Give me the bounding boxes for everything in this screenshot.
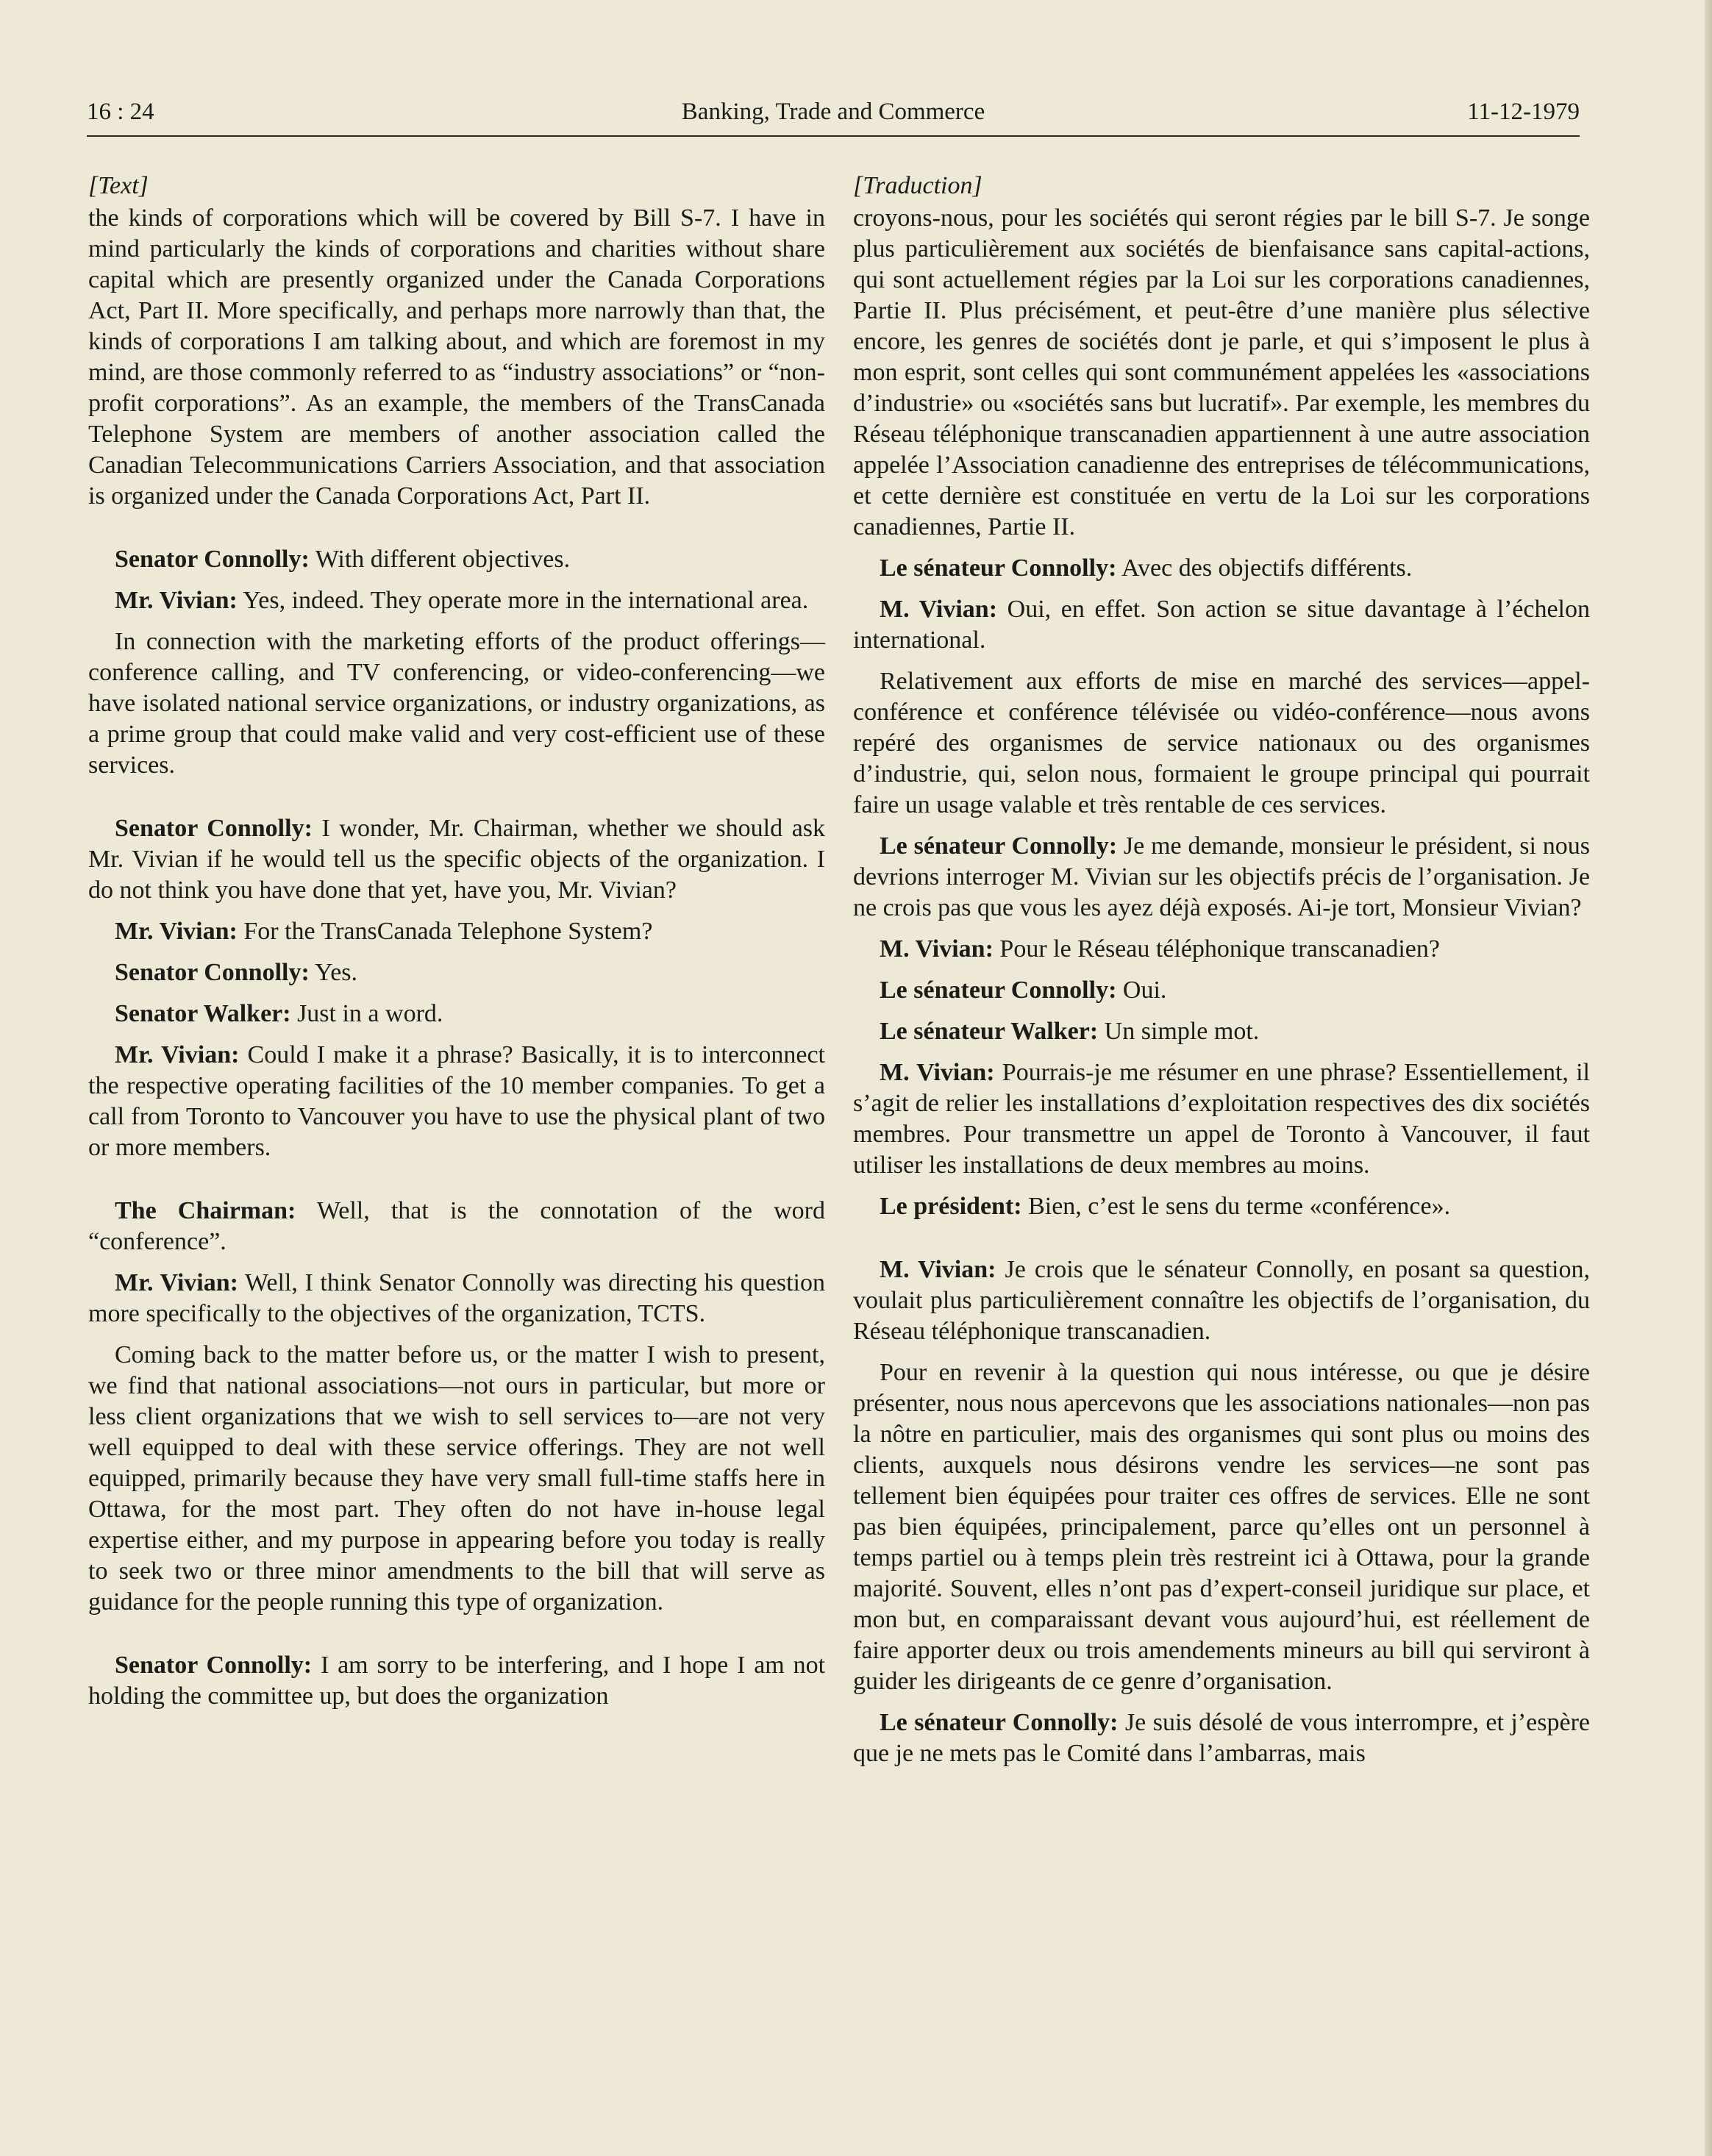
speaker-name: Le sénateur Connolly: <box>880 832 1118 860</box>
speech <box>853 553 1590 584</box>
speaker-name: M. Vivian: <box>880 935 994 963</box>
speech-text: Pour le Réseau téléphonique transcanadien? <box>999 935 1440 963</box>
speech <box>853 831 1590 924</box>
speech <box>88 957 825 988</box>
speech-text: Oui, en effet. Son action se situe davantage à l’échelon international. <box>853 596 1590 654</box>
speech-text: I am sorry to be interfering, and I hope I am not holding the committee up, but does the organization <box>88 1652 826 1710</box>
paragraph: Coming back to the matter before us, or the matter I wish to present, we find that national associations—not ours in particular, but more or less client organizations that we wish to sell services to—are not very well equipped to deal with these service offerings. They are not well equipped, primarily because they have very small full-time staffs here in Ottawa, for the most part. They often do not have in-house legal expertise either, and my purpose in appearing before you today is really to seek two or three minor amendments to the bill that will serve as guidance for the people running this type of organization. <box>88 1341 825 1616</box>
speech-text: Pourrais-je me résumer en une phrase? Essentiellement, il s’agit de relier les installations d’exploitation respectives des dix sociétés membres. Pour transmettre un appel de Toronto à Vancouver, il faut utiliser les installations de deux membres au moins. <box>853 1059 1590 1179</box>
speech-text: Je suis désolé de vous interrompre, et j’espère que je ne mets pas le Comité dans l’ambarras, mais <box>853 1709 1590 1767</box>
speaker-name: M. Vivian: <box>880 1256 996 1283</box>
speaker-name: M. Vivian: <box>880 1059 995 1086</box>
speaker-name: Le sénateur Connolly: <box>880 1709 1119 1736</box>
speaker-name: Senator Connolly: <box>115 959 310 986</box>
speech <box>88 1650 825 1712</box>
page-header <box>87 94 1580 137</box>
speaker-name: The Chairman: <box>115 1197 296 1224</box>
speech-text: Bien, c’est le sens du terme «conférence». <box>1028 1193 1451 1220</box>
column-label: [Text] <box>88 172 149 199</box>
speech <box>88 813 825 906</box>
page-date: 11-12-1979 <box>1467 99 1580 125</box>
english-column <box>88 171 825 1712</box>
speech <box>853 934 1590 965</box>
speaker-name: Le sénateur Connolly: <box>880 554 1117 582</box>
speaker-name: Senator Connolly: <box>115 546 310 573</box>
speech <box>853 1254 1590 1347</box>
paragraph: Pour en revenir à la question qui nous intéresse, ou que je désire présenter, nous nous apercevons que les associations nationales—non pas la nôtre en particulier, mais des organismes qui sont plus ou moins des clients, auxquels nous désirons vendre les services—ne sont pas tellement bien équipées pour traiter ces offres de services. Elle ne sont pas bien équipées, principalement, parce qu’elles ont un personnel à temps partiel ou à temps plein très restreint ici à Ottawa, pour la grande majorité. Souvent, elles n’ont pas d’expert-conseil juridique sur place, et mon but, en comparaissant devant vous aujourd’hui, est réellement de faire apporter deux ou trois amendements mineurs au bill qui serviront à guider les dirigeants de ce genre d’organisation. <box>853 1359 1590 1695</box>
speech <box>853 1057 1590 1181</box>
speech <box>853 594 1590 656</box>
speech-text: Well, I think Senator Connolly was directing his question more specifically to the objectives of the organization, TCTS. <box>88 1269 825 1327</box>
speech-text: Je me demande, monsieur le président, si nous devrions interroger M. Vivian sur les objectifs précis de l’organisation. Je ne crois pas que vous les ayez déjà exposés. Ai-je tort, Monsieur Vivian? <box>853 832 1590 921</box>
speaker-name: Mr. Vivian: <box>115 918 238 945</box>
speech-text: For the TransCanada Telephone System? <box>243 918 653 945</box>
speaker-name: Le sénateur Walker: <box>880 1018 1099 1045</box>
speech-text: Un simple mot. <box>1104 1018 1260 1045</box>
speech-text: Avec des objectifs différents. <box>1121 554 1413 582</box>
speaker-name: M. Vivian: <box>880 596 998 623</box>
speech <box>88 1268 825 1329</box>
speech-text: Yes, indeed. They operate more in the international area. <box>243 587 809 614</box>
speech <box>88 585 825 616</box>
speaker-name: Senator Connolly: <box>115 815 313 842</box>
speech-text: With different objectives. <box>315 546 571 573</box>
speech-text: Oui. <box>1122 977 1167 1004</box>
speech <box>853 1191 1590 1222</box>
page-edge-shadow <box>1705 0 1712 2156</box>
speech <box>88 916 825 947</box>
speech <box>88 544 825 575</box>
speech-text: Just in a word. <box>297 1000 443 1027</box>
page-number: 16 : 24 <box>87 99 154 125</box>
speaker-name: Le président: <box>880 1193 1022 1220</box>
paragraph: In connection with the marketing efforts of the product offerings—conference calling, and TV conferencing, or video-conferencing—we have isolated national service organizations, or industry organizations, as a prime group that could make valid and very cost-efficient use of these services. <box>88 628 825 779</box>
speech <box>88 1040 825 1163</box>
speech <box>88 999 825 1029</box>
speaker-name: Mr. Vivian: <box>115 587 238 614</box>
column-label: [Traduction] <box>853 172 982 199</box>
speaker-name: Le sénateur Connolly: <box>880 977 1117 1004</box>
paragraph: the kinds of corporations which will be covered by Bill S-7. I have in mind particularly the kinds of corporations and charities without share capital which are presently organized under the Canada Corporations Act, Part II. More specifically, and perhaps more narrowly than that, the kinds of corporations I am talking about, and which are foremost in my mind, are those commonly referred to as “industry associations” or “non-profit corporations”. As an example, the members of the TransCanada Telephone System are members of another association called the Canadian Telecommunications Carriers Association, and that association is organized under the Canada Corporations Act, Part II. <box>88 204 825 510</box>
speech <box>853 1707 1590 1769</box>
speech <box>853 975 1590 1006</box>
speaker-name: Senator Connolly: <box>115 1652 313 1679</box>
speech-text: I wonder, Mr. Chairman, whether we should ask Mr. Vivian if he would tell us the specific objects of the organization. I do not think you have done that yet, have you, Mr. Vivian? <box>88 815 826 904</box>
speaker-name: Mr. Vivian: <box>115 1041 240 1068</box>
french-column <box>853 171 1590 1769</box>
speech-text: Je crois que le sénateur Connolly, en posant sa question, voulait plus particulièrement connaître les objectifs de l’organisation, du Réseau téléphonique transcanadien. <box>853 1256 1590 1345</box>
page-title: Banking, Trade and Commerce <box>681 99 985 125</box>
speech <box>88 1196 825 1257</box>
speech <box>853 1016 1590 1047</box>
speaker-name: Senator Walker: <box>115 1000 291 1027</box>
speech-text: Yes. <box>315 959 358 986</box>
paragraph: croyons-nous, pour les sociétés qui seront régies par le bill S-7. Je songe plus particulièrement aux sociétés de bienfaisance sans capital-actions, qui sont actuellement régies par la Loi sur les corporations canadiennes, Partie II. Plus précisément, et peut-être d’une manière plus sélective encore, les genres de sociétés dont je parle, et qui s’imposent le plus à mon esprit, sont celles qui sont communément appelées les «associations d’industrie» ou «sociétés sans but lucratif». Par exemple, les membres du Réseau téléphonique transcanadien appartiennent à une autre association appelée l’Association canadienne des entreprises de télécommunications, et cette dernière est constituée en vertu de la Loi sur les corporations canadiennes, Partie II. <box>853 204 1590 540</box>
speech-text: Could I make it a phrase? Basically, it is to interconnect the respective operating facilities of the 10 member companies. To get a call from Toronto to Vancouver you have to use the physical plant of two or more members. <box>88 1041 825 1161</box>
speaker-name: Mr. Vivian: <box>115 1269 238 1296</box>
paragraph: Relativement aux efforts de mise en marché des services—appel-conférence et conférence télévisée ou vidéo-conférence—nous avons repéré des organismes de service nationaux ou des organismes d’industrie, qui, selon nous, formaient le groupe principal qui pourrait faire un usage valable et très rentable de ces services. <box>853 668 1590 818</box>
speech-text: Well, that is the connotation of the word “conference”. <box>88 1197 826 1255</box>
